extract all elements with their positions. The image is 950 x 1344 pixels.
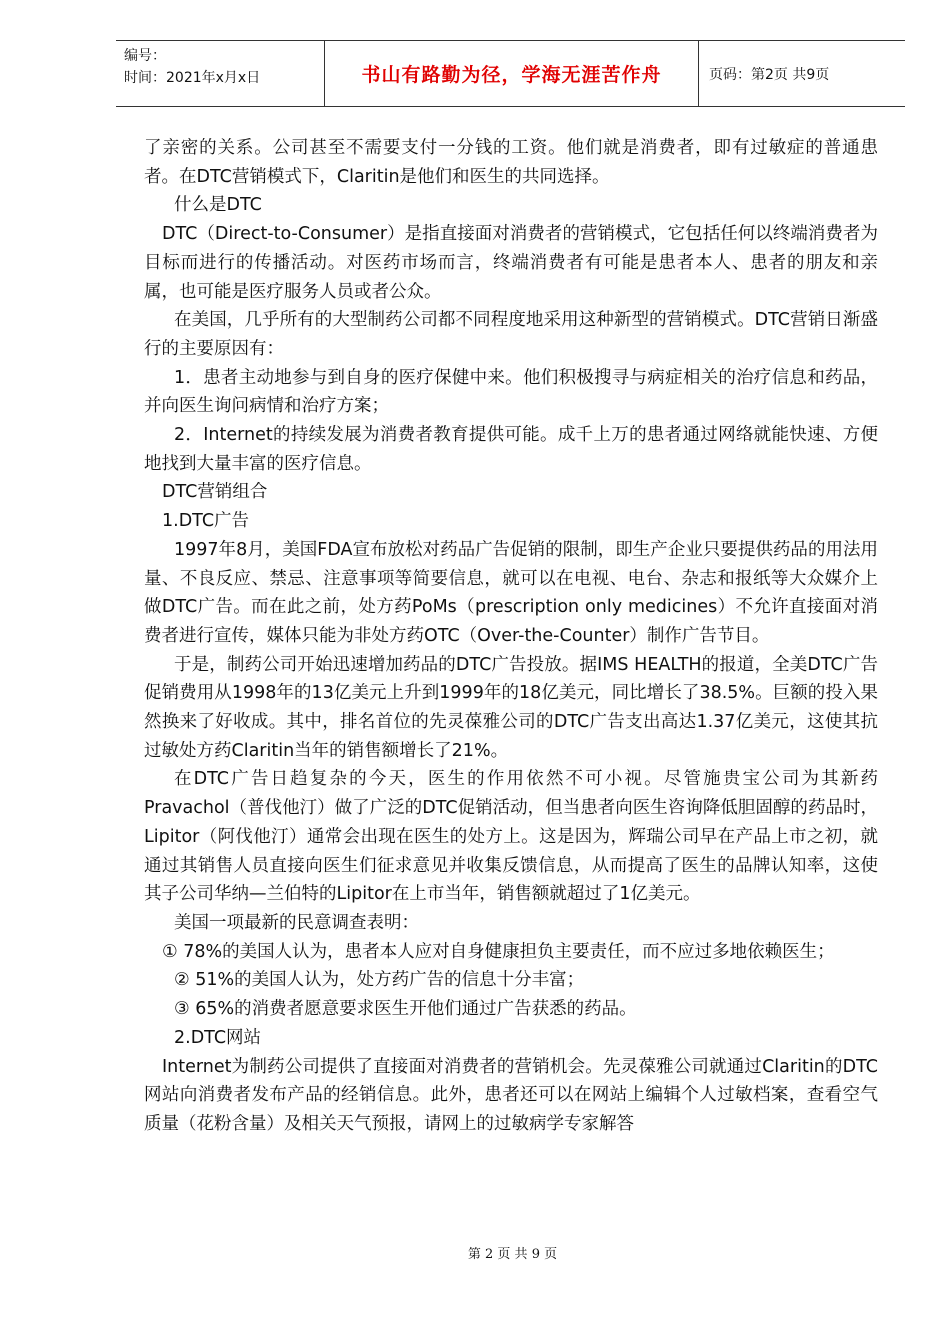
paragraph: 于是，制药公司开始迅速增加药品的DTC广告投放。据IMS HEALTH的报道，全美DTC广告促销费用从1998年的13亿美元上升到1999年的18亿美元，同比增长了38.5%。巨额的投入果然换来了好收成。其中，排名首位的先灵葆雅公司的DTC广告支出高达1.37亿美元，这使其抗过敏处方药Claritin当年的销售额增长了21%。 [144, 654, 878, 761]
document-body [144, 134, 878, 1139]
paragraph: ③ 65%的消费者愿意要求医生开他们通过广告获悉的药品。 [174, 999, 637, 1020]
paragraph: 美国一项最新的民意调查表明： [174, 912, 419, 933]
paragraph: ① 78%的美国人认为，患者本人应对自身健康担负主要责任，而不应过多地依赖医生； [162, 941, 835, 962]
page-footer: 第 2 页 共 9 页 [467, 1247, 558, 1262]
time-label: 时间：2021年x月x日 [124, 70, 261, 86]
paragraph: 1997年8月，美国FDA宣布放松对药品广告促销的限制，即生产企业只要提供药品的用法用量、不良反应、禁忌、注意事项等简要信息，就可以在电视、电台、杂志和报纸等大众媒介上做DTC广告。而在此之前，处方药PoMs（prescription only medicines）不允许直接面对消费者进行宣传，媒体只能为非处方药OTC（Over-the-Counter）制作广告节目。 [144, 539, 878, 646]
paragraph: 1．患者主动地参与到自身的医疗保健中来。他们积极搜寻与病症相关的治疗信息和药品，并向医生询问病情和治疗方案； [144, 367, 878, 417]
paragraph: DTC营销组合 [162, 482, 268, 503]
header-motto-cell [325, 41, 699, 107]
paragraph: 2．Internet的持续发展为消费者教育提供可能。成千上万的患者通过网络就能快速、方便地找到大量丰富的医疗信息。 [144, 425, 878, 474]
header-meta [116, 41, 325, 107]
paragraph: 2.DTC网站 [174, 1027, 262, 1048]
paragraph: Internet为制药公司提供了直接面对消费者的营销机会。先灵葆雅公司就通过Claritin的DTC网站向消费者发布产品的经销信息。此外，患者还可以在网站上编辑个人过敏档案，查看空气质量（花粉含量）及相关天气预报，请网上的过敏病学专家解答 [144, 1056, 878, 1134]
paragraph: 了亲密的关系。公司甚至不需要支付一分钱的工资。他们就是消费者，即有过敏症的普通患者。在DTC营销模式下，Claritin是他们和医生的共同选择。 [144, 138, 878, 187]
doc-number-label: 编号： [124, 48, 166, 64]
paragraph: 在DTC广告日趋复杂的今天，医生的作用依然不可小视。尽管施贵宝公司为其新药Pravachol（普伐他汀）做了广泛的DTC促销活动，但当患者向医生咨询降低胆固醇的药品时，Lipitor（阿伐他汀）通常会出现在医生的处方上。这是因为，辉瑞公司早在产品上市之初，就通过其销售人员直接向医生们征求意见并收集反馈信息，从而提高了医生的品牌认知率，这使其子公司华纳—兰伯特的Lipitor在上市当年，销售额就超过了1亿美元。 [144, 769, 878, 905]
header-motto: 书山有路勤为径，学海无涯苦作舟 [361, 64, 662, 86]
paragraph: DTC（Direct-to-Consumer）是指直接面对消费者的营销模式，它包括任何以终端消费者为目标而进行的传播活动。对医药市场而言，终端消费者有可能是患者本人、患者的朋友和亲属，也可能是医疗服务人员或者公众。 [144, 224, 878, 302]
page-header [116, 40, 905, 107]
paragraph: 1.DTC广告 [162, 511, 250, 532]
paragraph: 在美国，几乎所有的大型制药公司都不同程度地采用这种新型的营销模式。DTC营销日渐盛行的主要原因有： [144, 310, 878, 359]
paragraph: ② 51%的美国人认为，处方药广告的信息十分丰富； [174, 970, 585, 991]
paragraph: 什么是DTC [174, 195, 262, 216]
header-page-info: 页码：第2页 共9页 [699, 41, 906, 107]
